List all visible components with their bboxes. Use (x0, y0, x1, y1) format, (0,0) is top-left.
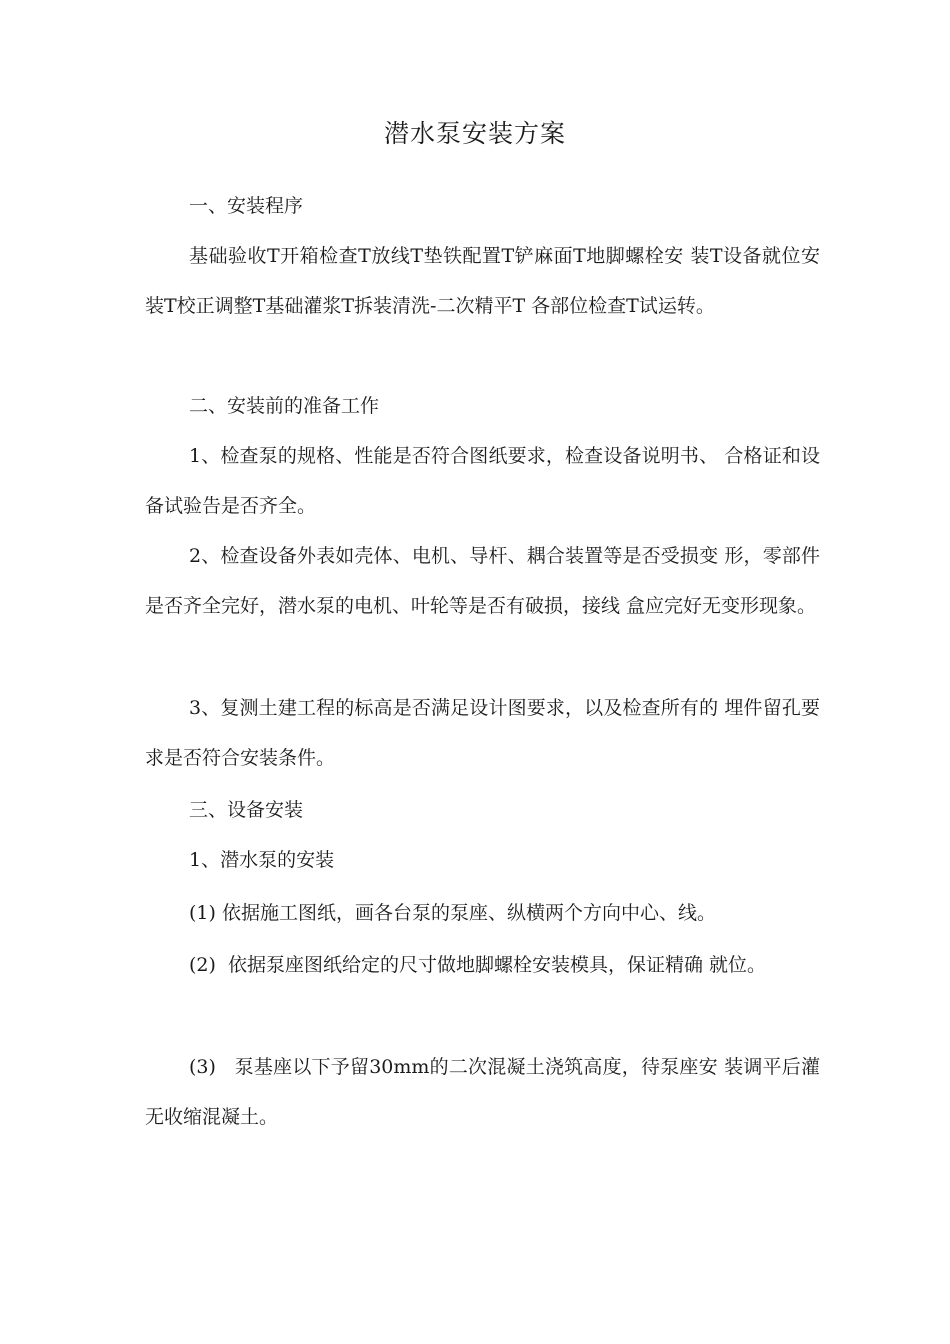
paragraph-step-1: (1) 依据施工图纸，画各台泵的泵座、纵横两个方向中心、线。 (189, 902, 716, 924)
document-title: 潜水泵安装方案 (383, 119, 566, 148)
paragraph-prep-item-2: 2、检查设备外表如壳体、电机、导杆、耦合装置等是否受损变 形，零部件是否齐全完好，潜水泵的电机、叶轮等是否有破损，接线 盒应完好无变形现象。 (145, 545, 820, 617)
section-heading-preparation: 二、安装前的准备工作 (189, 395, 380, 417)
paragraph-installation-steps: 基础验收T开箱检查T放线T垫铁配置T铲麻面T地脚螺栓安 装T设备就位安装T校正调整T基础灌浆T拆装清洗-二次精平T 各部位检查T试运转。 (145, 245, 820, 317)
paragraph-step-2: (2) 依据泵座图纸给定的尺寸做地脚螺栓安装模具，保证精确 就位。 (189, 954, 767, 976)
paragraph-prep-item-1: 1、检查泵的规格、性能是否符合图纸要求，检查设备说明书、 合格证和设备试验告是否齐全。 (145, 445, 820, 517)
paragraph-step-3: (3) 泵基座以下予留30mm的二次混凝土浇筑高度，待泵座安 装调平后灌无收缩混凝土。 (145, 1056, 820, 1128)
section-heading-installation-procedure: 一、安装程序 (189, 195, 304, 217)
section-heading-equipment-installation: 三、设备安装 (189, 799, 304, 821)
paragraph-prep-item-3: 3、复测土建工程的标高是否满足设计图要求，以及检查所有的 埋件留孔要求是否符合安装条件。 (145, 697, 820, 769)
subheading-pump-installation: 1、潜水泵的安装 (189, 849, 335, 871)
